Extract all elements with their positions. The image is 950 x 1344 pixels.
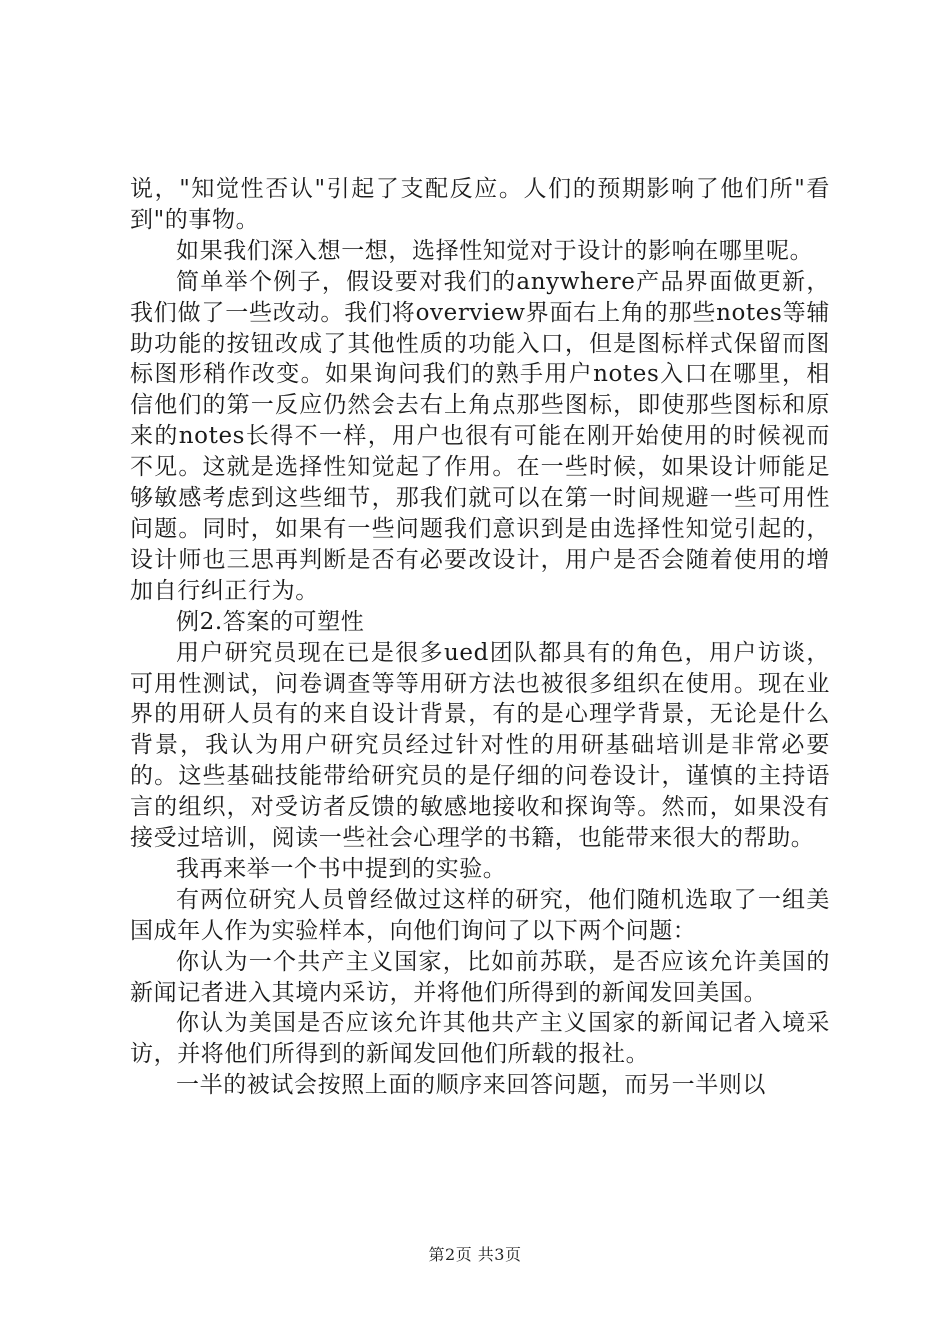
page-footer: 第2页 共3页 [428,1245,522,1264]
paragraph: 一半的被试会按照上面的顺序来回答问题，而另一半则以 [176,1072,766,1099]
section-heading: 例2.答案的可塑性 [176,608,365,635]
paragraph: 有两位研究人员曾经做过这样的研究，他们随机选取了一组美国成年人作为实验样本，向他们询问了以下两个问题： [130,886,830,944]
paragraph: 用户研究员现在已是很多ued团队都具有的角色，用户访谈，可用性测试，问卷调查等等用研方法也被很多组织在使用。现在业界的用研人员有的来自设计背景，有的是心理学背景，无论是什么背景，我认为用户研究员经过针对性的用研基础培训是非常必要的。这些基础技能带给研究员的是仔细的问卷设计，谨慎的主持语言的组织，对受访者反馈的敏感地接收和探询等。然而，如果没有接受过培训，阅读一些社会心理学的书籍，也能带来很大的帮助。 [130,639,830,852]
paragraph: 如果我们深入想一想，选择性知觉对于设计的影响在哪里呢。 [176,237,814,264]
question-paragraph: 你认为一个共产主义国家，比如前苏联，是否应该允许美国的新闻记者进入其境内采访，并将他们所得到的新闻发回美国。 [130,948,830,1006]
body-text [130,174,830,1101]
paragraph: 简单举个例子，假设要对我们的anywhere产品界面做更新，我们做了一些改动。我们将overview界面右上角的那些notes等辅助功能的按钮改成了其他性质的功能入口，但是图标样式保留而图标图形稍作改变。如果询问我们的熟手用户notes入口在哪里，相信他们的第一反应仍然会去右上角点那些图标，即使那些图标和原来的notes长得不一样，用户也很有可能在刚开始使用的时候视而不见。这就是选择性知觉起了作用。在一些时候，如果设计师能足够敏感考虑到这些细节，那我们就可以在第一时间规避一些可用性问题。同时，如果有一些问题我们意识到是由选择性知觉引起的，设计师也三思再判断是否有必要改设计，用户是否会随着使用的增加自行纠正行为。 [130,268,830,604]
paragraph: 我再来举一个书中提到的实验。 [176,855,507,882]
question-paragraph: 你认为美国是否应该允许其他共产主义国家的新闻记者入境采访，并将他们所得到的新闻发回他们所载的报社。 [130,1010,830,1068]
paragraph-continuation: 说，"知觉性否认"引起了支配反应。人们的预期影响了他们所"看到"的事物。 [130,176,830,233]
